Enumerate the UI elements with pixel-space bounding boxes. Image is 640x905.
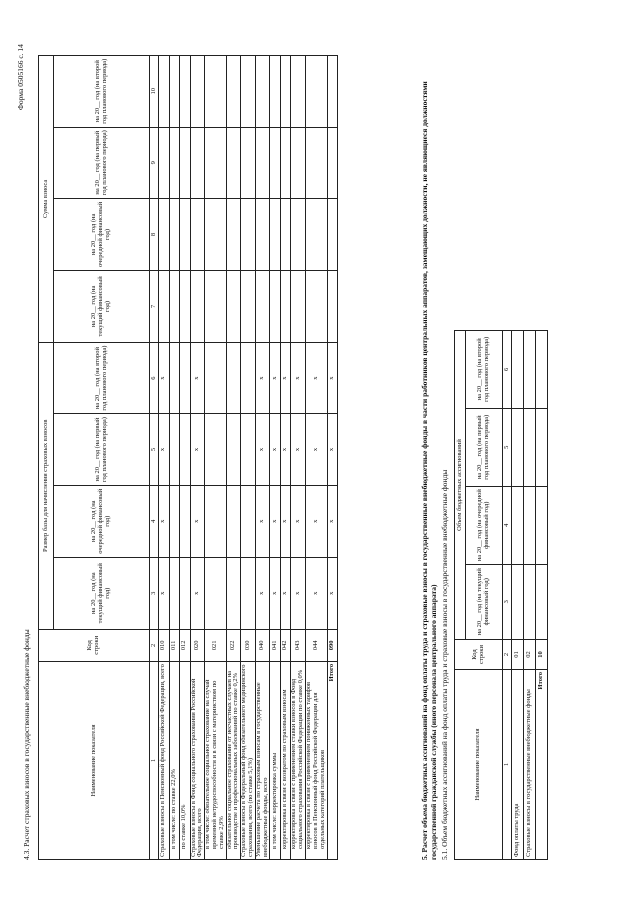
row-code: 022 bbox=[226, 629, 241, 661]
base-cell: х bbox=[270, 485, 281, 557]
table-row bbox=[159, 56, 170, 860]
insurance-contributions-table bbox=[38, 55, 338, 860]
sum-cell bbox=[205, 56, 226, 128]
sum-cell bbox=[327, 270, 338, 342]
base-cell bbox=[169, 414, 180, 485]
base-cell: х bbox=[306, 485, 327, 557]
sum-cell bbox=[226, 56, 241, 128]
col-number: 8 bbox=[150, 198, 159, 270]
value-cell bbox=[512, 331, 524, 409]
base-next-year-header: на 20__ год (на очередной финансовый год) bbox=[54, 485, 150, 557]
base-cell bbox=[180, 557, 191, 629]
sum-cell bbox=[226, 270, 241, 342]
base-cell bbox=[226, 557, 241, 629]
base-cell bbox=[180, 414, 191, 485]
base-cell bbox=[180, 485, 191, 557]
sum-cell bbox=[169, 198, 180, 270]
sum-cell bbox=[190, 127, 205, 198]
sum-cell bbox=[169, 127, 180, 198]
base-cell: х bbox=[280, 557, 291, 629]
row-code: 010 bbox=[159, 629, 170, 661]
value-cell bbox=[536, 331, 548, 409]
col-number: 4 bbox=[503, 486, 512, 564]
row-name: корректировка в связи с возвратом по страховым взносам bbox=[280, 661, 291, 859]
volume-group-header: Объем бюджетных ассигнований bbox=[455, 331, 466, 640]
base-cell: х bbox=[280, 414, 291, 485]
base-cell: х bbox=[270, 342, 281, 413]
row-name: в том числе: обязательное социальное страхование на случай временной нетрудоспособности и в связи с материнством по ставке 2,9% bbox=[205, 661, 226, 859]
col-number: 3 bbox=[150, 557, 159, 629]
sum-cell bbox=[159, 270, 170, 342]
base-cell: х bbox=[190, 485, 205, 557]
sum-cell bbox=[190, 198, 205, 270]
base-cell: х bbox=[255, 557, 270, 629]
t2-column-numbers-row bbox=[503, 331, 512, 860]
col-number: 1 bbox=[503, 670, 512, 860]
base-cell: х bbox=[159, 557, 170, 629]
col-number: 10 bbox=[150, 56, 159, 128]
base-cell bbox=[241, 342, 256, 413]
sum-cell bbox=[306, 198, 327, 270]
row-name: в том числе: по ставке 22,0% bbox=[169, 661, 180, 859]
value-cell bbox=[536, 486, 548, 564]
sum-cell bbox=[180, 56, 191, 128]
sum-cell bbox=[241, 270, 256, 342]
row-code: 02 bbox=[524, 640, 536, 670]
base-cell: х bbox=[190, 557, 205, 629]
sum-cell bbox=[190, 56, 205, 128]
row-code: 021 bbox=[205, 629, 226, 661]
col-number: 6 bbox=[150, 342, 159, 413]
total-code: 090 bbox=[327, 629, 338, 661]
sum-cell bbox=[169, 270, 180, 342]
row-code: 012 bbox=[180, 629, 191, 661]
row-name: Страховые взносы в Федеральный фонд обязательного медицинского страхования, всего (по ставке 5,1%) bbox=[241, 661, 256, 859]
value-cell bbox=[536, 564, 548, 639]
base-cell: х bbox=[327, 414, 338, 485]
t2-plan-2-header: на 20__ год (на второй год планового периода) bbox=[466, 331, 503, 409]
base-cell bbox=[241, 414, 256, 485]
table-row bbox=[241, 56, 256, 860]
column-numbers-row bbox=[150, 56, 159, 860]
base-cell: х bbox=[270, 414, 281, 485]
sum-next-year-header: на 20__ год (на очередной финансовый год) bbox=[54, 198, 150, 270]
base-cell: х bbox=[291, 557, 306, 629]
base-cell: х bbox=[255, 414, 270, 485]
row-code: 041 bbox=[270, 629, 281, 661]
value-cell bbox=[512, 486, 524, 564]
sum-cell bbox=[205, 127, 226, 198]
base-plan-1-header: на 20__ год (на первый год планового периода) bbox=[54, 414, 150, 485]
payroll-budget-table bbox=[454, 330, 548, 860]
t2-next-year-header: на 20__ год (на очередной финансовый год) bbox=[466, 486, 503, 564]
value-cell bbox=[512, 564, 524, 639]
t2-col-code-header: Код строки bbox=[455, 640, 503, 670]
col-number: 5 bbox=[503, 408, 512, 486]
row-code: 011 bbox=[169, 629, 180, 661]
base-cell: х bbox=[190, 414, 205, 485]
base-cell bbox=[241, 557, 256, 629]
row-code: 01 bbox=[512, 640, 524, 670]
base-cell: х bbox=[280, 485, 291, 557]
col-name-header: Наименование показателя bbox=[39, 661, 150, 859]
sum-cell bbox=[306, 270, 327, 342]
sum-cell bbox=[180, 127, 191, 198]
value-cell bbox=[512, 408, 524, 486]
col-number: 4 bbox=[150, 485, 159, 557]
sum-plan-1-header: на 20__ год (на первый год планового периода) bbox=[54, 127, 150, 198]
row-code: 020 bbox=[190, 629, 205, 661]
total-label: Итого bbox=[327, 661, 338, 859]
table-row bbox=[255, 56, 270, 860]
col-number: 3 bbox=[503, 564, 512, 639]
base-cell bbox=[205, 414, 226, 485]
table-row bbox=[190, 56, 205, 860]
base-cell bbox=[169, 485, 180, 557]
sum-cell bbox=[255, 127, 270, 198]
base-cell bbox=[226, 342, 241, 413]
insurance-table-body bbox=[159, 56, 338, 860]
sum-cell bbox=[180, 270, 191, 342]
total-code: 10 bbox=[536, 640, 548, 670]
base-cell: х bbox=[306, 342, 327, 413]
sum-cell bbox=[327, 198, 338, 270]
sum-cell bbox=[205, 270, 226, 342]
section-4-3-title: 4.3. Расчет страховых взносов в государственные внебюджетные фонды bbox=[22, 629, 31, 860]
row-name: Страховые взносы в Фонд социального страхования Российской Федерации, всего bbox=[190, 661, 205, 859]
t2-plan-1-header: на 20__ год (на первый год планового периода) bbox=[466, 408, 503, 486]
sum-cell bbox=[241, 198, 256, 270]
base-cell: х bbox=[270, 557, 281, 629]
base-cell: х bbox=[327, 557, 338, 629]
sum-cell bbox=[169, 56, 180, 128]
value-cell bbox=[524, 331, 536, 409]
total-row bbox=[536, 331, 548, 860]
sum-cell bbox=[159, 56, 170, 128]
base-cell: х bbox=[306, 414, 327, 485]
sum-cell bbox=[327, 56, 338, 128]
base-current-year-header: на 20__ год (на текущий финансовый год) bbox=[54, 557, 150, 629]
row-name: обязательное социальное страхование от несчастных случаев на производстве и профессиональных заболеваний по ставке 0,2% bbox=[226, 661, 241, 859]
table-row bbox=[169, 56, 180, 860]
col-code-header: Код строки bbox=[39, 629, 150, 661]
sum-cell bbox=[180, 198, 191, 270]
form-number: Форма 0505166 с. 14 bbox=[16, 44, 25, 110]
row-name: корректировка в связи с применением ставки взносов в Фонд социального страхования Российской Федерации по ставке 0,0% bbox=[291, 661, 306, 859]
col-number: 2 bbox=[150, 629, 159, 661]
row-code: 042 bbox=[280, 629, 291, 661]
table-row bbox=[291, 56, 306, 860]
sum-cell bbox=[270, 56, 281, 128]
section-5-1-title: 5.1. Объем бюджетных ассигнований на фонд оплаты труда и страховые взносы в государственные внебюджетные фонды bbox=[440, 469, 449, 860]
value-cell bbox=[524, 486, 536, 564]
sum-cell bbox=[270, 127, 281, 198]
table-row bbox=[226, 56, 241, 860]
sum-cell bbox=[241, 127, 256, 198]
base-cell: х bbox=[159, 485, 170, 557]
base-cell bbox=[226, 485, 241, 557]
payroll-table-body bbox=[512, 331, 548, 860]
col-number: 1 bbox=[150, 661, 159, 859]
base-cell bbox=[180, 342, 191, 413]
col-number: 7 bbox=[150, 270, 159, 342]
base-cell: х bbox=[159, 414, 170, 485]
table-row bbox=[205, 56, 226, 860]
base-plan-2-header: на 20__ год (на второй год планового периода) bbox=[54, 342, 150, 413]
sum-cell bbox=[280, 127, 291, 198]
base-cell: х bbox=[306, 557, 327, 629]
section-5-title: 5. Расчет объема бюджетных ассигнований на фонд оплаты труда и страховые взносы в государственные внебюджетные фонды в части работников центральных аппаратов, замещающих должности, не являющиеся должностями государственной гражданской службы (иного персонала центрального аппарата) bbox=[420, 81, 438, 860]
row-code: 043 bbox=[291, 629, 306, 661]
base-cell: х bbox=[291, 485, 306, 557]
base-cell: х bbox=[327, 485, 338, 557]
base-cell: х bbox=[255, 342, 270, 413]
col-number: 9 bbox=[150, 127, 159, 198]
base-cell bbox=[205, 485, 226, 557]
sum-cell bbox=[241, 56, 256, 128]
sum-cell bbox=[280, 56, 291, 128]
sum-cell bbox=[306, 127, 327, 198]
sum-cell bbox=[255, 270, 270, 342]
table-row bbox=[280, 56, 291, 860]
base-cell: х bbox=[291, 414, 306, 485]
sum-cell bbox=[270, 198, 281, 270]
base-cell bbox=[169, 557, 180, 629]
col-number: 6 bbox=[503, 331, 512, 409]
sum-cell bbox=[159, 198, 170, 270]
sum-cell bbox=[327, 127, 338, 198]
sum-cell bbox=[255, 198, 270, 270]
table-row bbox=[512, 331, 524, 860]
base-cell bbox=[205, 342, 226, 413]
table-row bbox=[524, 331, 536, 860]
value-cell bbox=[536, 408, 548, 486]
sum-cell bbox=[291, 127, 306, 198]
row-code: 044 bbox=[306, 629, 327, 661]
sum-cell bbox=[270, 270, 281, 342]
sum-cell bbox=[190, 270, 205, 342]
sum-cell bbox=[280, 198, 291, 270]
sum-cell bbox=[205, 198, 226, 270]
table-row bbox=[180, 56, 191, 860]
base-cell: х bbox=[327, 342, 338, 413]
value-cell bbox=[524, 408, 536, 486]
row-code: 040 bbox=[255, 629, 270, 661]
row-name: Фонд оплаты труда bbox=[512, 670, 524, 860]
sum-cell bbox=[291, 56, 306, 128]
col-number: 2 bbox=[503, 640, 512, 670]
sum-cell bbox=[291, 270, 306, 342]
row-name: по ставке 10,0% bbox=[180, 661, 191, 859]
sum-cell bbox=[255, 56, 270, 128]
total-label: Итого bbox=[536, 670, 548, 860]
t2-current-year-header: на 20__ год (на текущий финансовый год) bbox=[466, 564, 503, 639]
base-cell: х bbox=[159, 342, 170, 413]
row-name: Страховые взносы в государственные внебюджетные фонды bbox=[524, 670, 536, 860]
base-cell: х bbox=[291, 342, 306, 413]
base-cell bbox=[205, 557, 226, 629]
base-group-header: Размер базы для начисления страховых взносов bbox=[39, 342, 54, 629]
value-cell bbox=[524, 564, 536, 639]
base-cell: х bbox=[255, 485, 270, 557]
base-cell: х bbox=[190, 342, 205, 413]
sum-group-header: Сумма взноса bbox=[39, 56, 54, 343]
table-row bbox=[306, 56, 327, 860]
t2-col-name-header: Наименование показателя bbox=[455, 670, 503, 860]
base-cell bbox=[226, 414, 241, 485]
sum-cell bbox=[226, 198, 241, 270]
sum-cell bbox=[226, 127, 241, 198]
col-number: 5 bbox=[150, 414, 159, 485]
sum-cell bbox=[306, 56, 327, 128]
row-name: корректировка в связи с применением пониженных тарифов взносов в Пенсионный фонд Российской Федерации для отдельных категорий плательщиков bbox=[306, 661, 327, 859]
sum-cell bbox=[291, 198, 306, 270]
sum-cell bbox=[159, 127, 170, 198]
sum-plan-2-header: на 20__ год (на второй год планового периода) bbox=[54, 56, 150, 128]
row-code: 030 bbox=[241, 629, 256, 661]
base-cell: х bbox=[280, 342, 291, 413]
sum-current-year-header: на 20__ год (на текущий финансовый год) bbox=[54, 270, 150, 342]
row-name: Уменьшение расчета по страховым взносам в государственные внебюджетные фонды, всего bbox=[255, 661, 270, 859]
base-cell bbox=[241, 485, 256, 557]
base-cell bbox=[169, 342, 180, 413]
sum-cell bbox=[280, 270, 291, 342]
table-row bbox=[270, 56, 281, 860]
total-row bbox=[327, 56, 338, 860]
row-name: в том числе: корректировка суммы bbox=[270, 661, 281, 859]
row-name: Страховые взносы в Пенсионный фонд Российской Федерации, всего bbox=[159, 661, 170, 859]
